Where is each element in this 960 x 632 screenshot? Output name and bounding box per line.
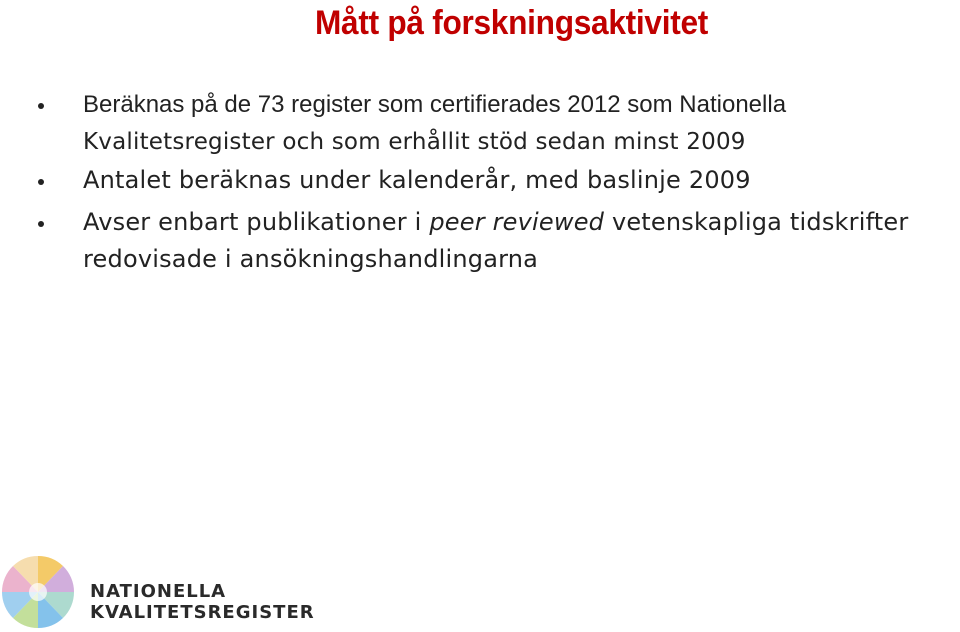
bullet-dot-icon — [38, 179, 44, 185]
bullet-dot-icon — [38, 221, 44, 227]
bullet-text — [0, 86, 960, 161]
bullet-text-pre: Avser enbart publikationer i — [83, 208, 430, 236]
logo-text: NATIONELLA KVALITETSREGISTER — [90, 581, 315, 623]
bullet-text-emphasis: peer reviewed — [429, 208, 605, 236]
bullet-line: Kvalitetsregister och som erhållit stöd sedan minst 2009 — [83, 129, 746, 155]
bullet-text — [0, 204, 960, 278]
bullet-item — [0, 162, 960, 199]
bullet-line: redovisade i ansökningshandlingarna — [83, 245, 539, 273]
bullet-text-post: vetenskapliga tidskrifter — [604, 208, 909, 236]
slide-title: Mått på forskningsaktivitet — [314, 4, 709, 42]
bullet-item — [0, 204, 960, 278]
bullet-line: Beräknas på de 73 register som certifierades 2012 som Nationella — [83, 91, 787, 118]
footer-logo — [0, 552, 420, 632]
bullet-item — [0, 86, 960, 161]
bullet-text: Antalet beräknas under kalenderår, med baslinje 2009 — [83, 166, 751, 194]
bullet-list — [0, 86, 960, 278]
colour-wheel-icon — [0, 552, 80, 632]
bullet-dot-icon — [38, 103, 44, 109]
